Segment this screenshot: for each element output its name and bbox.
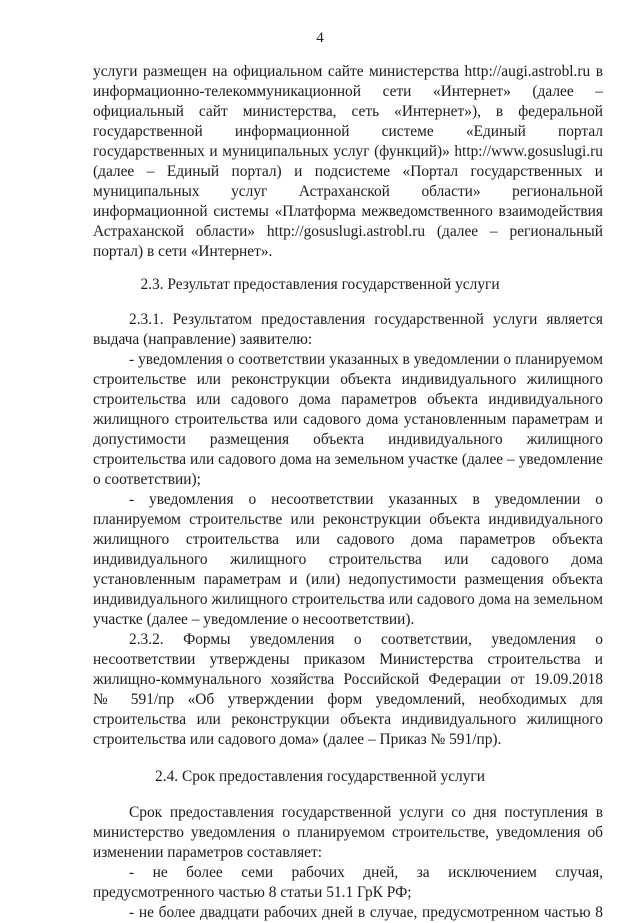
text-line: жилищного строительства или садового дома параметров объекта bbox=[93, 531, 603, 548]
text-line: жилищного строительства или садового дома установленным параметрам и bbox=[93, 411, 603, 428]
text-line: официальный сайт министерства, сеть «Интернет»), в федеральной bbox=[93, 103, 603, 120]
text-line: информационно-телекоммуникационной сети «Интернет» (далее – bbox=[93, 83, 603, 100]
text-line: выдача (направление) заявителю: bbox=[93, 331, 313, 348]
text-line: - не более семи рабочих дней, за исключением случая, bbox=[129, 864, 603, 881]
text-line: услуги размещен на официальном сайте министерства http://augi.astrobl.ru в bbox=[93, 63, 603, 80]
text-line: Срок предоставления государственной услуги со дня поступления в bbox=[129, 804, 603, 821]
text-line: изменении параметров составляет: bbox=[93, 844, 323, 861]
text-line: портал) в сети «Интернет». bbox=[93, 243, 273, 260]
page-number: 4 bbox=[316, 30, 324, 46]
section-heading: 2.3. Результат предоставления государственной услуги bbox=[140, 276, 500, 293]
text-line: несоответствии утверждены приказом Министерства строительства и bbox=[93, 651, 603, 668]
text-line: строительства или реконструкции объекта индивидуального жилищного bbox=[93, 711, 603, 728]
text-line: о соответствии); bbox=[93, 471, 201, 488]
text-line: строительства или садового дома на земельном участке (далее – уведомление bbox=[93, 451, 603, 468]
text-line: установленным параметрам и (или) недопустимости размещения объекта bbox=[93, 571, 603, 588]
text-line: индивидуального жилищного строительства или садового дома bbox=[93, 551, 603, 568]
text-line: государственных и муниципальных услуг (функций)» http://www.gosuslugi.ru bbox=[93, 143, 603, 160]
section-heading: 2.4. Срок предоставления государственной услуги bbox=[155, 768, 485, 785]
text-line: 2.3.1. Результатом предоставления государственной услуги является bbox=[129, 311, 603, 328]
text-line: - уведомления о несоответствии указанных в уведомлении о bbox=[129, 491, 603, 508]
text-line: 2.3.2. Формы уведомления о соответствии, уведомления о bbox=[129, 631, 603, 648]
text-line: государственной информационной системе «Единый портал bbox=[93, 123, 603, 140]
text-line: жилищно-коммунального хозяйства Российской Федерации от 19.09.2018 bbox=[93, 671, 603, 688]
text-line: строительства или садового дома» (далее – Приказ № 591/пр). bbox=[93, 731, 502, 748]
text-line: Астраханской области» http://gosuslugi.astrobl.ru (далее – региональный bbox=[93, 223, 603, 240]
text-line: министерство уведомления о планируемом строительстве, уведомления об bbox=[93, 824, 603, 841]
text-line: (далее – Единый портал) и подсистеме «Портал государственных и bbox=[93, 163, 603, 180]
text-line: строительстве или реконструкции объекта индивидуального жилищного bbox=[93, 371, 603, 388]
text-line: строительства или садового дома параметров объекта индивидуального bbox=[93, 391, 603, 408]
text-line: - не более двадцати рабочих дней в случае, предусмотренном частью 8 bbox=[129, 904, 603, 921]
text-line: - уведомления о соответствии указанных в уведомлении о планируемом bbox=[129, 351, 603, 368]
text-line: № 591/пр «Об утверждении форм уведомлений, необходимых для bbox=[93, 691, 603, 708]
text-line: предусмотренного частью 8 статьи 51.1 ГрК РФ; bbox=[93, 884, 412, 901]
text-line: допустимости размещения объекта индивидуального жилищного bbox=[93, 431, 603, 448]
text-line: муниципальных услуг Астраханской области» региональной bbox=[93, 183, 603, 200]
text-line: информационной системы «Платформа межведомственного взаимодействия bbox=[93, 203, 603, 220]
text-line: индивидуального жилищного строительства или садового дома на земельном bbox=[93, 591, 603, 608]
text-line: участке (далее – уведомление о несоответствии). bbox=[93, 611, 415, 628]
text-line: планируемом строительстве или реконструкции объекта индивидуального bbox=[93, 511, 603, 528]
